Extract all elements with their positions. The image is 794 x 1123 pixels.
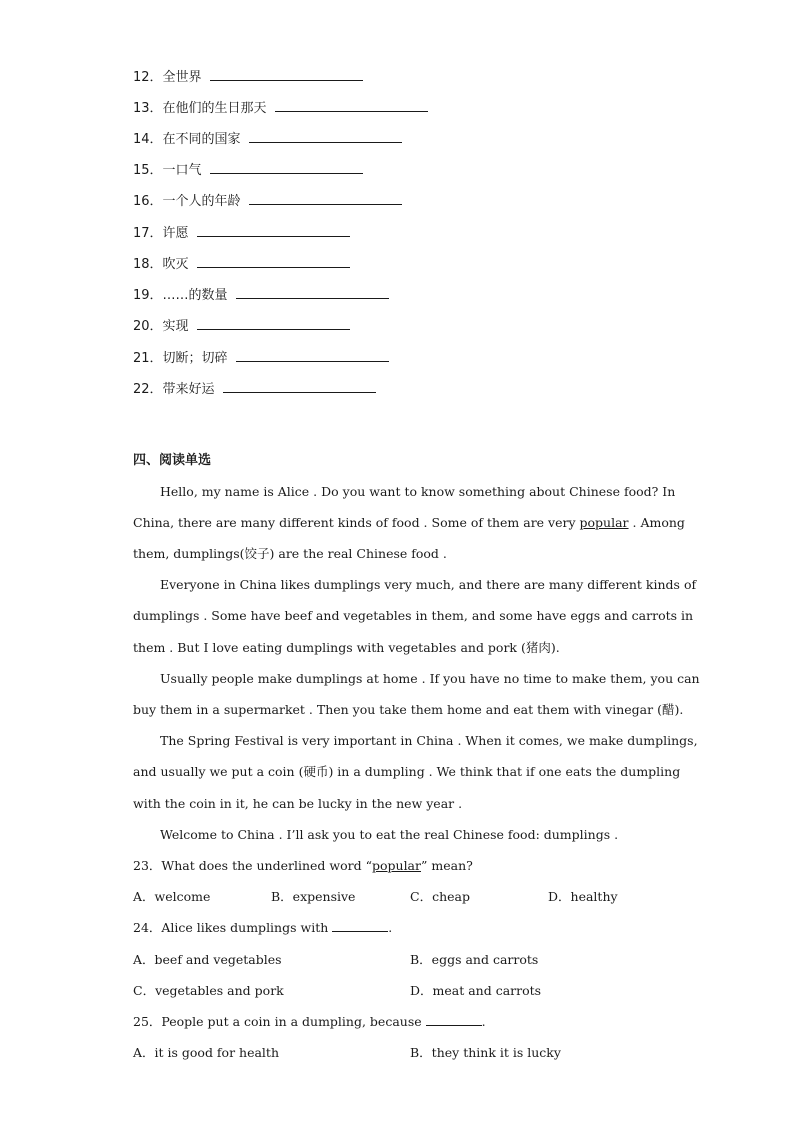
question-24 bbox=[133, 918, 392, 938]
q23-option-a[interactable]: A．welcome bbox=[133, 889, 211, 904]
vocab-item-17 bbox=[133, 222, 350, 242]
vocab-number: 18． bbox=[133, 257, 163, 272]
answer-blank[interactable] bbox=[275, 97, 428, 112]
answer-blank[interactable] bbox=[426, 1012, 482, 1026]
passage-line: them, dumplings(饺子) are the real Chinese food . bbox=[133, 546, 447, 561]
vocab-item-21 bbox=[133, 347, 389, 367]
passage-line: Usually people make dumplings at home . If you have no time to make them, you can bbox=[160, 671, 700, 686]
answer-blank[interactable] bbox=[197, 315, 350, 330]
question-stem: 23．What does the underlined word “ bbox=[133, 858, 372, 873]
vocab-number: 21． bbox=[133, 351, 163, 366]
passage-line: The Spring Festival is very important in China . When it comes, we make dumplings, bbox=[160, 733, 698, 748]
passage-line: Welcome to China . I’ll ask you to eat the real Chinese food: dumplings . bbox=[160, 827, 619, 842]
passage-text: China, there are many different kinds of food . Some of them are very bbox=[133, 515, 580, 530]
vocab-number: 20． bbox=[133, 319, 163, 334]
answer-blank[interactable] bbox=[197, 253, 350, 268]
q24-option-a[interactable]: A．beef and vegetables bbox=[133, 952, 282, 967]
question-stem: . bbox=[481, 1014, 486, 1029]
vocab-text: 带来好运 bbox=[162, 382, 215, 397]
vocab-text: 许愿 bbox=[162, 226, 189, 241]
vocab-number: 16． bbox=[133, 194, 163, 209]
vocab-item-19 bbox=[133, 284, 389, 304]
vocab-text: 在不同的国家 bbox=[162, 132, 241, 147]
passage-line bbox=[133, 513, 685, 533]
vocab-number: 17． bbox=[133, 226, 163, 241]
question-stem: 25．People put a coin in a dumpling, because bbox=[133, 1014, 426, 1029]
q25-option-b[interactable]: B．they think it is lucky bbox=[410, 1045, 561, 1060]
vocab-text: 切断；切碎 bbox=[162, 351, 228, 366]
question-25 bbox=[133, 1012, 486, 1032]
q23-option-b[interactable]: B．expensive bbox=[271, 889, 356, 904]
vocab-item-18 bbox=[133, 253, 350, 273]
vocab-text: 实现 bbox=[162, 319, 189, 334]
vocab-text: ……的数量 bbox=[162, 288, 228, 303]
question-stem: ” mean? bbox=[421, 858, 473, 873]
q24-option-d[interactable]: D．meat and carrots bbox=[410, 983, 542, 998]
vocab-item-14 bbox=[133, 128, 402, 148]
q25-option-a[interactable]: A．it is good for health bbox=[133, 1045, 280, 1060]
q23-option-c[interactable]: C．cheap bbox=[410, 889, 470, 904]
question-stem: . bbox=[388, 920, 393, 935]
q24-option-b[interactable]: B．eggs and carrots bbox=[410, 952, 539, 967]
question-23 bbox=[133, 856, 473, 876]
vocab-number: 13． bbox=[133, 101, 163, 116]
answer-blank[interactable] bbox=[332, 918, 388, 932]
vocab-item-13 bbox=[133, 97, 428, 117]
underlined-word: popular bbox=[371, 858, 421, 873]
passage-line: buy them in a supermarket . Then you take them home and eat them with vinegar (醋). bbox=[133, 702, 684, 717]
vocab-text: 全世界 bbox=[162, 70, 202, 85]
vocab-text: 在他们的生日那天 bbox=[162, 101, 267, 116]
vocab-text: 一口气 bbox=[162, 163, 202, 178]
passage-line: Everyone in China likes dumplings very much, and there are many different kinds of bbox=[160, 577, 697, 592]
vocab-text: 一个人的年龄 bbox=[162, 194, 241, 209]
answer-blank[interactable] bbox=[249, 128, 402, 143]
vocab-number: 12． bbox=[133, 70, 163, 85]
vocab-number: 14． bbox=[133, 132, 163, 147]
section-title: 四、阅读单选 bbox=[133, 453, 212, 468]
answer-blank[interactable] bbox=[249, 190, 402, 205]
q24-option-c[interactable]: C．vegetables and pork bbox=[133, 983, 284, 998]
vocab-item-16 bbox=[133, 190, 402, 210]
answer-blank[interactable] bbox=[236, 347, 389, 362]
vocab-item-20 bbox=[133, 315, 350, 335]
answer-blank[interactable] bbox=[197, 222, 350, 237]
vocab-number: 15． bbox=[133, 163, 163, 178]
passage-line: and usually we put a coin (硬币) in a dumpling . We think that if one eats the dumpling bbox=[133, 764, 681, 779]
vocab-item-15 bbox=[133, 159, 363, 179]
passage-text: . Among bbox=[628, 515, 685, 530]
answer-blank[interactable] bbox=[236, 284, 389, 299]
vocab-item-12 bbox=[133, 66, 363, 86]
question-stem: 24．Alice likes dumplings with bbox=[133, 920, 333, 935]
vocab-number: 19． bbox=[133, 288, 163, 303]
passage-line: with the coin in it, he can be lucky in the new year . bbox=[133, 796, 463, 811]
passage-line: Hello, my name is Alice . Do you want to know something about Chinese food? In bbox=[160, 484, 676, 499]
underlined-word: popular bbox=[579, 515, 629, 530]
vocab-item-22 bbox=[133, 378, 376, 398]
passage-line: dumplings . Some have beef and vegetables in them, and some have eggs and carrots in bbox=[133, 608, 694, 623]
passage-line: them . But I love eating dumplings with vegetables and pork (猪肉). bbox=[133, 640, 560, 655]
answer-blank[interactable] bbox=[223, 378, 376, 393]
answer-blank[interactable] bbox=[210, 66, 363, 81]
vocab-text: 吹灭 bbox=[162, 257, 189, 272]
vocab-number: 22． bbox=[133, 382, 163, 397]
q23-option-d[interactable]: D．healthy bbox=[548, 889, 618, 904]
answer-blank[interactable] bbox=[210, 159, 363, 174]
